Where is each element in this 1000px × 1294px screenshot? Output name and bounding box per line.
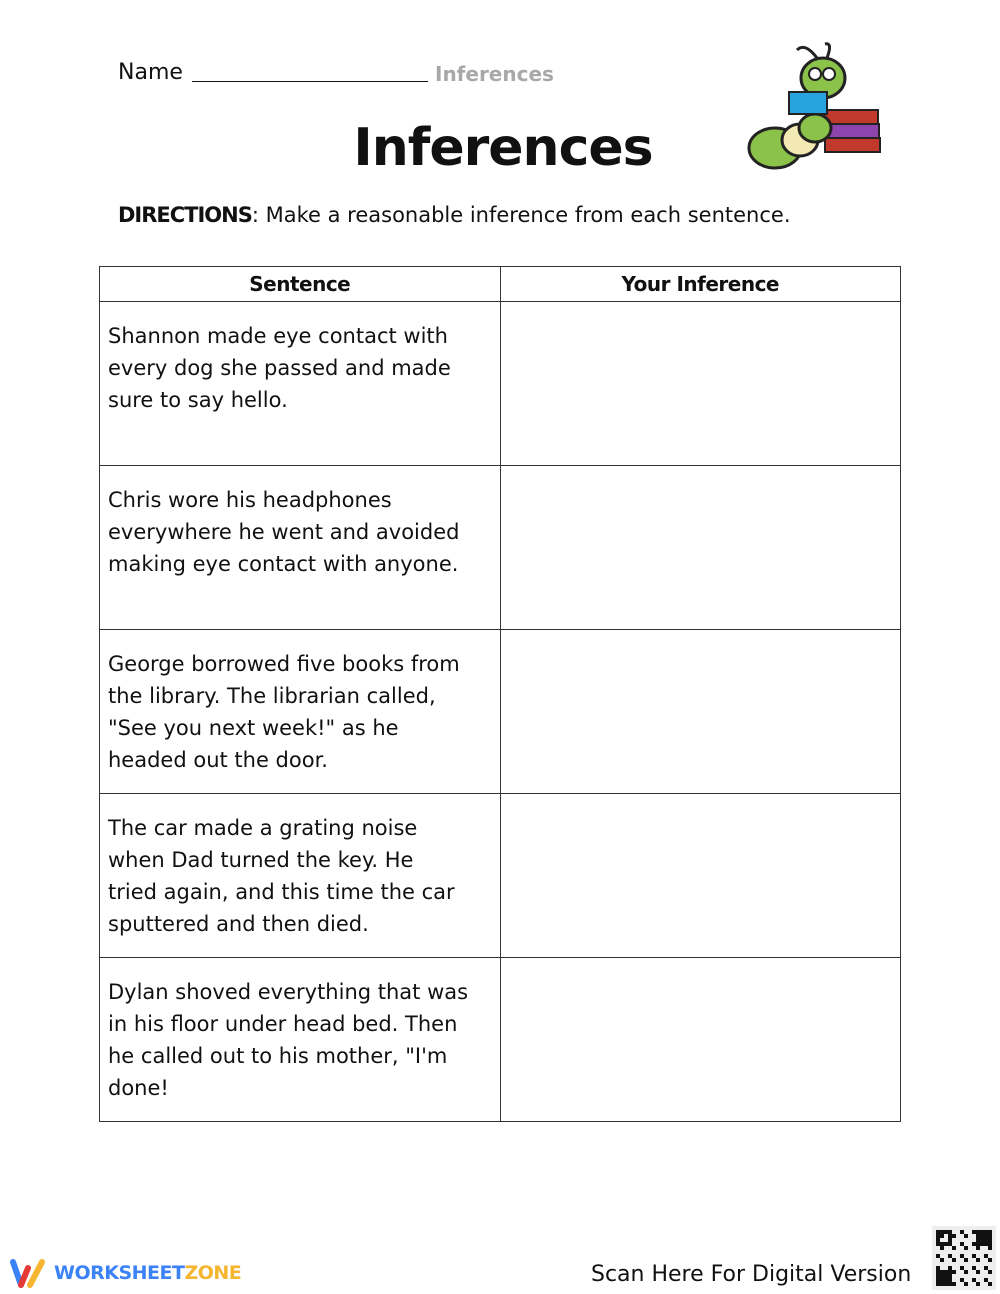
table-row bbox=[100, 958, 901, 1122]
sentence-line: "See you next week!" as he bbox=[108, 716, 399, 740]
header-subtitle: Inferences bbox=[435, 62, 554, 86]
brand-zone: ZONE bbox=[184, 1262, 242, 1284]
sentence-line: everywhere he went and avoided bbox=[108, 520, 460, 544]
brand-worksheet: WORKSHEET bbox=[54, 1262, 185, 1284]
sentence-line: George borrowed five books from bbox=[108, 652, 460, 676]
column-header-sentence: Sentence bbox=[100, 267, 501, 302]
sentence-cell bbox=[100, 958, 501, 1122]
sentence-line: when Dad turned the key. He bbox=[108, 848, 414, 872]
column-header-inference: Your Inference bbox=[500, 267, 901, 302]
directions-label: DIRECTIONS bbox=[118, 203, 252, 227]
sentence-line: making eye contact with anyone. bbox=[108, 552, 459, 576]
inference-table bbox=[99, 266, 901, 1122]
sentence-line: sure to say hello. bbox=[108, 388, 288, 412]
sentence-cell bbox=[100, 302, 501, 466]
sentence-line: Chris wore his headphones bbox=[108, 488, 392, 512]
sentence-text bbox=[100, 958, 500, 1104]
sentence-text bbox=[100, 466, 500, 580]
sentence-cell bbox=[100, 794, 501, 958]
directions bbox=[118, 203, 791, 227]
sentence-line: sputtered and then died. bbox=[108, 912, 369, 936]
sentence-line: every dog she passed and made bbox=[108, 356, 451, 380]
sentence-line: he called out to his mother, "I'm bbox=[108, 1044, 448, 1068]
sentence-line: Dylan shoved everything that was bbox=[108, 980, 469, 1004]
sentence-cell bbox=[100, 466, 501, 630]
sentence-text bbox=[100, 794, 500, 940]
inference-answer-cell[interactable] bbox=[500, 630, 901, 794]
page-title: Inferences bbox=[353, 118, 653, 178]
bookworm-illustration-icon bbox=[745, 40, 885, 175]
table-row bbox=[100, 302, 901, 466]
inference-answer-cell[interactable] bbox=[500, 794, 901, 958]
sentence-line: in his floor under head bed. Then bbox=[108, 1012, 458, 1036]
inference-answer-cell[interactable] bbox=[500, 302, 901, 466]
inference-answer-cell[interactable] bbox=[500, 466, 901, 630]
directions-text: : Make a reasonable inference from each sentence. bbox=[251, 203, 791, 227]
sentence-line: headed out the door. bbox=[108, 748, 328, 772]
scan-text: Scan Here For Digital Version bbox=[591, 1262, 912, 1287]
worksheet-zone-logo bbox=[10, 1258, 241, 1288]
sentence-line: the library. The librarian called, bbox=[108, 684, 436, 708]
sentence-line: Shannon made eye contact with bbox=[108, 324, 448, 348]
name-label: Name bbox=[118, 60, 183, 85]
table-row bbox=[100, 466, 901, 630]
sentence-cell bbox=[100, 630, 501, 794]
sentence-line: tried again, and this time the car bbox=[108, 880, 455, 904]
inference-answer-cell[interactable] bbox=[500, 958, 901, 1122]
sentence-line: done! bbox=[108, 1076, 169, 1100]
sentence-text bbox=[100, 630, 500, 776]
sentence-text bbox=[100, 302, 500, 416]
table-row bbox=[100, 794, 901, 958]
qr-code-icon[interactable] bbox=[932, 1226, 996, 1290]
sentence-line: The car made a grating noise bbox=[108, 816, 418, 840]
table-row bbox=[100, 630, 901, 794]
worksheet-zone-logo-icon bbox=[10, 1258, 48, 1288]
name-input-line[interactable] bbox=[192, 81, 428, 82]
